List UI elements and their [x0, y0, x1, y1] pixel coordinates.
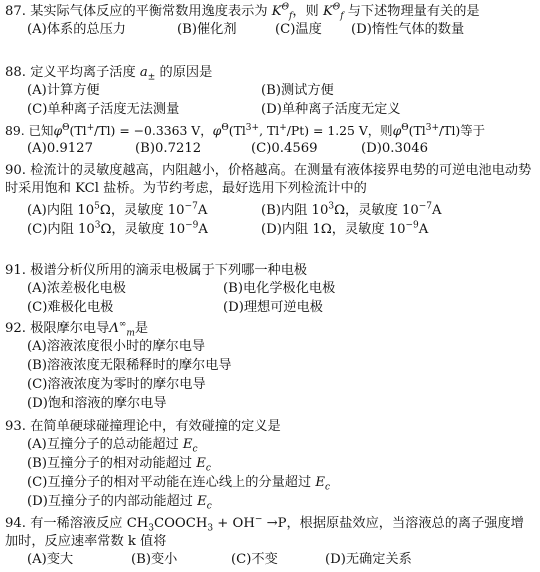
question-number: 91. — [5, 263, 26, 278]
options-row — [5, 101, 535, 120]
option-c: (C)温度 — [275, 22, 322, 37]
option-a: (A)0.9127 — [27, 141, 93, 156]
question-stem: 93. 在简单硬球碰撞理论中，有效碰撞的定义是 — [5, 419, 281, 434]
option-d: (D)饱和溶液的摩尔电导 — [27, 396, 167, 411]
option-c: (C)互撞分子的相对平动能在连心线上的分量超过 $E_c$ — [27, 475, 331, 493]
question-number: 90. — [5, 163, 26, 178]
question-number: 88. — [5, 65, 26, 80]
option-c: (C)0.4569 — [251, 141, 318, 156]
potential-term-3: $\varphi^\Theta(Tl^{3+}/Tl)$等于 — [392, 122, 486, 138]
molar-conductivity-symbol: $\Lambda^\infty_m$ — [109, 319, 135, 339]
potential-term-2: $\varphi^\Theta(Tl^{3+}$, Tl+/Pt) = 1.25 V，则 — [212, 122, 393, 138]
question-93 — [5, 418, 535, 512]
option-b: (B)互撞分子的相对动能超过 $E_c$ — [27, 456, 211, 474]
option-c: (C)单种离子活度无法测量 — [27, 102, 180, 117]
options-row — [5, 140, 535, 159]
option-a: (A)体系的总压力 — [27, 22, 126, 37]
option-d: (D)0.3046 — [361, 141, 429, 156]
option-b: (B)内阻 $10^3\Omega$，灵敏度 $10^{-7}A$ — [261, 201, 442, 218]
options-row — [5, 551, 535, 570]
option-a: (A)互撞分子的总动能超过 $E_c$ — [27, 437, 198, 455]
option-d: (D)单种离子活度无定义 — [261, 102, 401, 117]
options-row — [5, 299, 535, 318]
question-number: 94. — [5, 516, 26, 531]
question-number: 89. — [5, 123, 25, 138]
equilibrium-constant-symbol: $K^\Theta_f$ — [322, 2, 344, 22]
question-88 — [5, 64, 535, 120]
question-stem: 94. 有一稀溶液反应 $CH_3COOCH_3 + OH^- \to P$，根据原盐效应，当溶液总的离子强度增加时，反应速率常数 k 值将 — [5, 514, 524, 549]
question-stem: 89. 已知$\varphi^\Theta(Tl^+/Tl) = -0.3363$ V，$\varphi^\Theta(Tl^{3+}$, Tl+/Pt) = 1.25 V，则$\varphi^\Theta(Tl^{3+}/Tl)$等于 — [5, 122, 486, 138]
option-d: (D)惰性气体的数量 — [351, 22, 465, 37]
question-number: 87. — [5, 4, 26, 19]
option-d: (D)无确定关系 — [325, 552, 412, 567]
option-a: (A)浓差极化电极 — [27, 281, 126, 296]
option-d: (D)互撞分子的内部动能超过 $E_c$ — [27, 494, 212, 512]
option-a: (A)变大 — [27, 552, 74, 567]
option-d: (D)内阻 1Ω，灵敏度 $10^{-9}A$ — [261, 220, 429, 237]
option-b: (B)电化学极化电极 — [223, 281, 336, 296]
options-row — [5, 82, 535, 101]
option-c: (C)内阻 $10^3\Omega$，灵敏度 $10^{-9}A$ — [27, 220, 208, 237]
option-d: (D)理想可逆电极 — [223, 300, 323, 315]
question-number: 92. — [5, 321, 26, 336]
question-number: 93. — [5, 419, 26, 434]
option-a: (A)内阻 $10^5\Omega$，灵敏度 $10^{-7}A$ — [27, 201, 208, 218]
options-row — [5, 280, 535, 299]
options-row — [5, 21, 535, 40]
option-a: (A)溶液浓度很小时的摩尔电导 — [27, 339, 206, 354]
question-stem: 90. 检流计的灵敏度越高，内阻越小，价格越高。在测量有液体接界电势的可逆电池电动势时采用饱和 KCl 盐桥。为节约考虑，最好选用下列检流计中的 — [5, 163, 532, 196]
question-stem: 91. 极谱分析仪所用的滴汞电极属于下列哪一种电极 — [5, 263, 308, 278]
potential-term-1: $\varphi^\Theta(Tl^+/Tl) = -0.3363$ V， — [53, 122, 213, 138]
option-b: (B)溶液浓度无限稀释时的摩尔电导 — [27, 358, 232, 373]
question-stem: 92. 极限摩尔电导$\Lambda^\infty_m$是 — [5, 319, 149, 339]
option-c: (C)溶液浓度为零时的摩尔电导 — [27, 377, 206, 392]
option-c: (C)不变 — [231, 552, 278, 567]
question-90 — [5, 162, 535, 240]
option-b: (B)0.7212 — [135, 141, 202, 156]
options-row — [5, 221, 535, 240]
question-87 — [5, 3, 535, 40]
activity-symbol: $a_\pm$ — [139, 65, 156, 83]
question-stem: 87. 某实际气体反应的平衡常数用逸度表示为 $K^\Theta_f$，则 $K^\Theta_f$ 与下述物理量有关的是 — [5, 2, 480, 22]
option-b: (B)变小 — [131, 552, 178, 567]
equilibrium-constant-symbol: $K^\Theta_f$ — [271, 2, 293, 22]
question-89 — [5, 122, 535, 159]
question-stem: 88. 定义平均离子活度 $a_\pm$ 的原因是 — [5, 65, 213, 83]
question-91 — [5, 262, 535, 318]
option-a: (A)计算方便 — [27, 83, 100, 98]
question-94 — [5, 515, 535, 570]
question-92 — [5, 320, 535, 414]
option-c: (C)难极化电极 — [27, 300, 114, 315]
options-row — [5, 202, 535, 221]
option-b: (B)催化剂 — [177, 22, 237, 37]
option-b: (B)测试方便 — [261, 83, 334, 98]
